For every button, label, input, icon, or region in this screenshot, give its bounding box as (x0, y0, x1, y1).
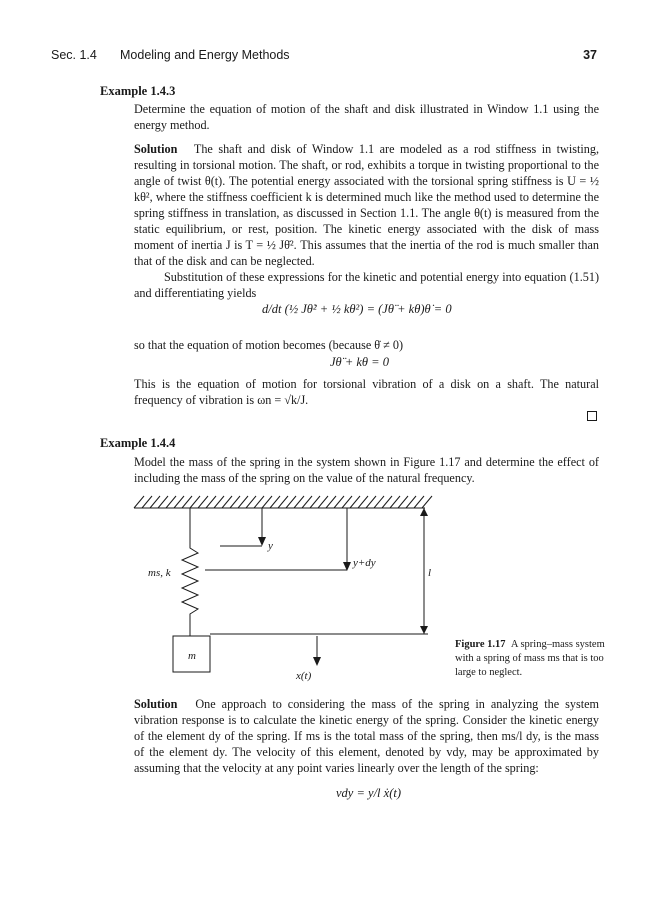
hatch-mark (190, 496, 200, 508)
hatch-mark (246, 496, 256, 508)
equation-energy-derivative: d/dt (½ Jθ̇² + ½ kθ²) = (Jθ̈ + kθ)θ̇ = 0 (262, 302, 452, 316)
equation-of-motion: Jθ̈ + kθ = 0 (330, 355, 389, 369)
hatch-mark (382, 496, 392, 508)
hatch-mark (334, 496, 344, 508)
hatch-mark (350, 496, 360, 508)
label-spring: ms, k (148, 567, 171, 579)
hatch-mark (238, 496, 248, 508)
page-number: 37 (583, 48, 597, 62)
hatch-mark (270, 496, 280, 508)
velocity-equation: vdy = y/l ẋ(t) (336, 786, 401, 800)
solution-label: Solution (134, 142, 178, 156)
example-143-substitution: Substitution of these expressions for the kinetic and potential energy into equation (1.51) and differentiating yields (134, 270, 599, 300)
hatch-mark (302, 496, 312, 508)
hatch-mark (166, 496, 176, 508)
hatch-mark (310, 496, 320, 508)
hatch-mark (134, 496, 144, 508)
l-arrow-down (420, 626, 428, 634)
hatch-mark (326, 496, 336, 508)
label-length: l (428, 567, 432, 579)
figure-caption-text: A spring–mass system with a spring of mass ms that is too large to neglect. (455, 639, 605, 678)
hatch-mark (158, 496, 168, 508)
hatch-mark (358, 496, 368, 508)
solution-text-1: The shaft and disk of Window 1.1 are modeled as a rod stiffness in twisting, resulting in torsional motion. The shaft, or rod, exhibits a torque in twisting proportional to the angle of twist θ(t). The potential energy associated with the torsional spring stiffness is U = ½ kθ², where the stiffness coefficient k is determined much like the method used to determine the spring stiffness in translation, as discussed in Section 1.1. The angle θ(t) is measured from the static equilibrium, or rest, position. The kinetic energy associated with the disk of mass moment of inertia J is T = ½ Jθ̇². This assumes that the inertia of the rod is much smaller than that of the disk and can be neglected. (134, 142, 599, 268)
figure-caption-label: Figure 1.17 (455, 639, 506, 650)
xt-arrow-head (313, 657, 321, 666)
hatch-mark (230, 496, 240, 508)
section-number: Sec. 1.4 (51, 48, 97, 62)
hatch-mark (294, 496, 304, 508)
example-144-problem: Model the mass of the spring in the system shown in Figure 1.17 and determine the effect of including the mass of the spring on the value of the natural frequency. (134, 455, 599, 485)
spring-coil (182, 508, 198, 636)
hatch-mark (374, 496, 384, 508)
hatch-mark (150, 496, 160, 508)
example-143-text-3: so that the equation of motion becomes (because θ̇ ≠ 0) (134, 338, 404, 352)
example-143-problem: Determine the equation of motion of the shaft and disk illustrated in Window 1.1 using the energy method. (134, 102, 599, 132)
hatch-mark (278, 496, 288, 508)
solution-text-144: One approach to considering the mass of the spring in analyzing the system vibration response is to calculate the kinetic energy of the spring. Consider the kinetic energy of the element dy of the spring. If ms is the total mass of the spring, then ms/l dy, is the mass of the element dy. The velocity of this element, denoted by vdy, may be approximated by assuming that the velocity at any point varies linearly over the length of the spring: (134, 697, 600, 775)
hatch-mark (366, 496, 376, 508)
example-144-heading: Example 1.4.4 (100, 436, 176, 450)
hatch-mark (206, 496, 216, 508)
figure-caption (455, 638, 605, 680)
hatch-mark (174, 496, 184, 508)
hatch-mark (318, 496, 328, 508)
example-143-conclusion: This is the equation of motion for torsional vibration of a disk on a shaft. The natural frequency of vibration is ωn = √k/J. (134, 377, 599, 407)
hatch-mark (214, 496, 224, 508)
solution-label-2: Solution (134, 697, 178, 711)
hatch-mark (390, 496, 400, 508)
hatch-mark (262, 496, 272, 508)
hatch-mark (198, 496, 208, 508)
hatch-mark (142, 496, 152, 508)
hatch-mark (342, 496, 352, 508)
example-144-solution (134, 696, 599, 776)
hatch-mark (254, 496, 264, 508)
label-y: y (268, 540, 273, 552)
hatch-mark (406, 496, 416, 508)
hatch-mark (414, 496, 424, 508)
ceiling-hatch (134, 496, 432, 508)
hatch-mark (222, 496, 232, 508)
l-arrow-up (420, 508, 428, 516)
label-y-dy: y+dy (353, 557, 376, 569)
section-title: Modeling and Energy Methods (120, 48, 290, 62)
hatch-mark (398, 496, 408, 508)
label-mass: m (188, 650, 196, 662)
example-143-heading: Example 1.4.3 (100, 84, 176, 98)
hatch-mark (286, 496, 296, 508)
label-displacement: x(t) (296, 670, 312, 682)
y-arrow-head (258, 537, 266, 546)
hatch-mark (182, 496, 192, 508)
hatch-mark (422, 496, 432, 508)
